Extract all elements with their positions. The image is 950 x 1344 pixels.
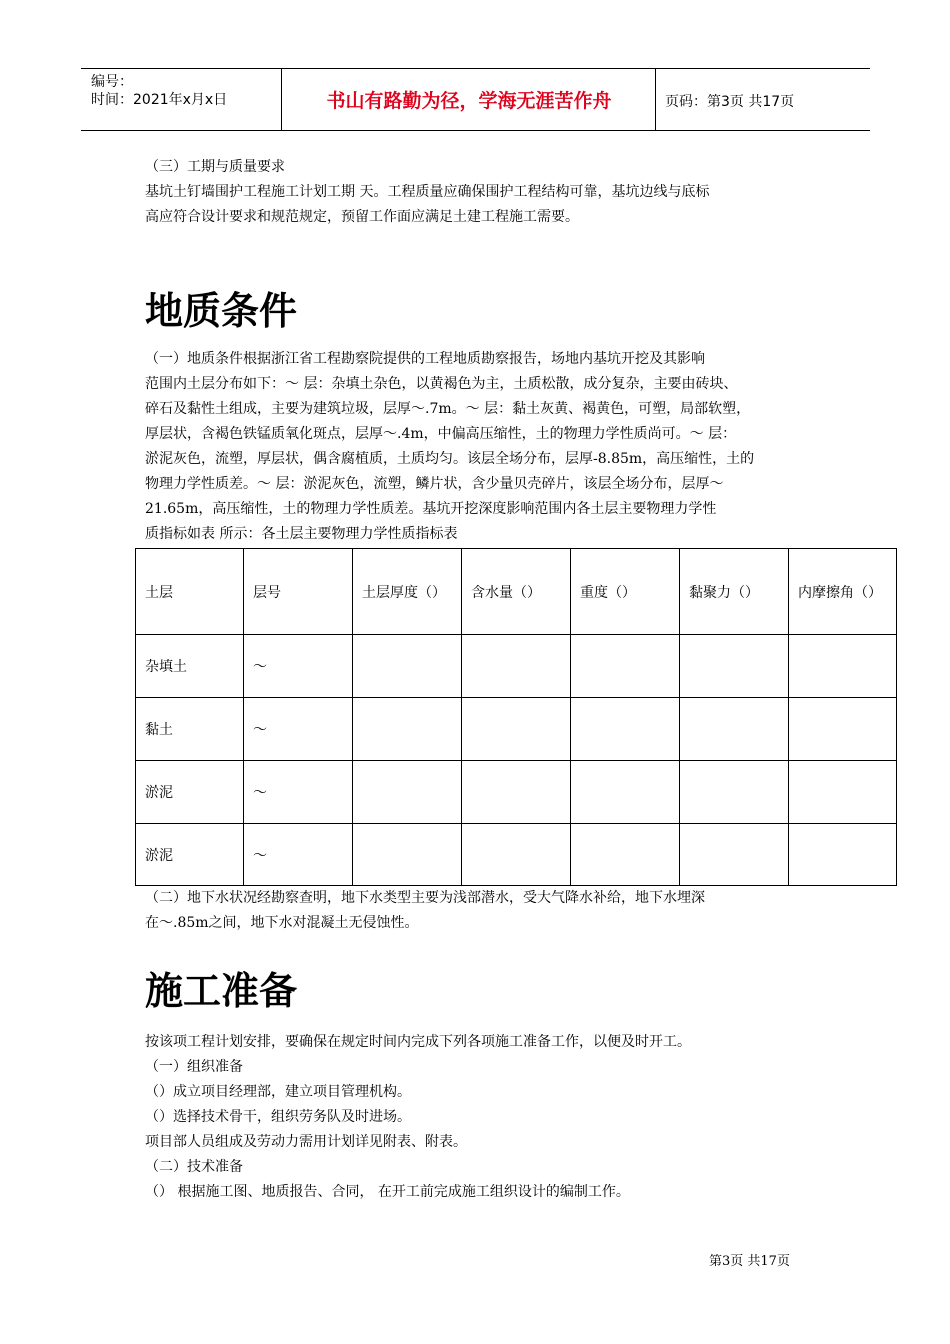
- page-header: [81, 68, 870, 131]
- table-cell: 淤泥: [136, 761, 244, 824]
- table-cell: [571, 635, 680, 698]
- table-cell: [789, 761, 897, 824]
- table-cell: [353, 635, 462, 698]
- table-cell: [353, 824, 462, 886]
- geology-line: 范围内土层分布如下：～ 层：杂填土杂色，以黄褐色为主，土质松散，成分复杂，主要由砖块、: [145, 376, 738, 392]
- table-cell: ～: [244, 761, 353, 824]
- header-meta: [91, 73, 227, 109]
- table-cell: [789, 824, 897, 886]
- table-cell: [571, 824, 680, 886]
- geology-line: 21.65m，高压缩性，土的物理力学性质差。基坑开挖深度影响范围内各土层主要物理力学性: [145, 501, 717, 517]
- preparation-line: 项目部人员组成及劳动力需用计划详见附表、附表。: [145, 1134, 467, 1150]
- schedule-heading: （三）工期与质量要求: [145, 159, 285, 175]
- table-cell: ～: [244, 698, 353, 761]
- geology-line: （一）地质条件根据浙江省工程勘察院提供的工程地质勘察报告，场地内基坑开挖及其影响: [145, 351, 705, 367]
- table-header-cell: 含水量（）: [462, 549, 571, 635]
- geology-line: 碎石及黏性土组成，主要为建筑垃圾，层厚～.7m。～ 层：黏土灰黄、褐黄色，可塑，局部软塑，: [145, 401, 751, 417]
- table-cell: [462, 698, 571, 761]
- table-header-cell: 内摩擦角（）: [789, 549, 897, 635]
- code-label: 编号：: [91, 74, 133, 90]
- header-divider: [655, 69, 656, 130]
- table-cell: [680, 824, 789, 886]
- geology-title: 地质条件: [145, 289, 298, 333]
- table-cell: [789, 698, 897, 761]
- table-row: [136, 761, 897, 824]
- table-header-cell: 黏聚力（）: [680, 549, 789, 635]
- table-row: [136, 635, 897, 698]
- table-cell: [462, 761, 571, 824]
- table-cell: [680, 761, 789, 824]
- table-header-cell: 重度（）: [571, 549, 680, 635]
- groundwater-line: （二）地下水状况经勘察查明，地下水类型主要为浅部潜水，受大气降水补给，地下水埋深: [145, 890, 705, 906]
- geology-line: 淤泥灰色，流塑，厚层状，偶含腐植质，土质均匀。该层全场分布，层厚-8.85m，高压缩性，土的: [145, 451, 755, 467]
- table-cell: ～: [244, 635, 353, 698]
- schedule-line: 高应符合设计要求和规范规定，预留工作面应满足土建工程施工需要。: [145, 209, 579, 225]
- preparation-line: （一）组织准备: [145, 1059, 243, 1075]
- table-cell: [462, 824, 571, 886]
- table-cell: [571, 761, 680, 824]
- page-footer: 第3页 共17页: [709, 1254, 790, 1269]
- table-row: [136, 824, 897, 886]
- table-cell: 黏土: [136, 698, 244, 761]
- table-cell: [680, 635, 789, 698]
- preparation-title: 施工准备: [145, 969, 298, 1013]
- table-cell: [571, 698, 680, 761]
- geology-line: 质指标如表 所示：各土层主要物理力学性质指标表: [145, 526, 458, 542]
- preparation-line: 按该项工程计划安排，要确保在规定时间内完成下列各项施工准备工作，以便及时开工。: [145, 1034, 691, 1050]
- table-header-cell: 土层: [136, 549, 244, 635]
- table-cell: [353, 761, 462, 824]
- time-label: 时间：2021年x月x日: [91, 92, 228, 108]
- table-cell: 淤泥: [136, 824, 244, 886]
- geology-line: 厚层状，含褐色铁锰质氧化斑点，层厚～.4m，中偏高压缩性，土的物理力学性质尚可。～ 层：: [145, 426, 737, 442]
- table-cell: [680, 698, 789, 761]
- table-cell: [353, 698, 462, 761]
- preparation-line: （）成立项目经理部，建立项目管理机构。: [145, 1084, 411, 1100]
- preparation-line: （二）技术准备: [145, 1159, 243, 1175]
- table-cell: 杂填土: [136, 635, 244, 698]
- table-cell: [462, 635, 571, 698]
- table-header-cell: 层号: [244, 549, 353, 635]
- soil-properties-table: [135, 548, 897, 886]
- groundwater-line: 在～.85m之间，地下水对混凝土无侵蚀性。: [145, 915, 419, 931]
- header-motto: 书山有路勤为径，学海无涯苦作舟: [326, 90, 612, 112]
- table-cell: [789, 635, 897, 698]
- schedule-line: 基坑土钉墙围护工程施工计划工期 天。工程质量应确保围护工程结构可靠，基坑边线与底标: [145, 184, 710, 200]
- table-row: [136, 698, 897, 761]
- table-header-row: [136, 549, 897, 635]
- preparation-line: （） 根据施工图、地质报告、合同， 在开工前完成施工组织设计的编制工作。: [145, 1184, 630, 1200]
- header-page-info: 页码：第3页 共17页: [665, 94, 795, 110]
- preparation-line: （）选择技术骨干，组织劳务队及时进场。: [145, 1109, 411, 1125]
- table-header-cell: 土层厚度（）: [353, 549, 462, 635]
- table-cell: ～: [244, 824, 353, 886]
- geology-line: 物理力学性质差。～ 层：淤泥灰色，流塑，鳞片状，含少量贝壳碎片，该层全场分布，层厚～: [145, 476, 724, 492]
